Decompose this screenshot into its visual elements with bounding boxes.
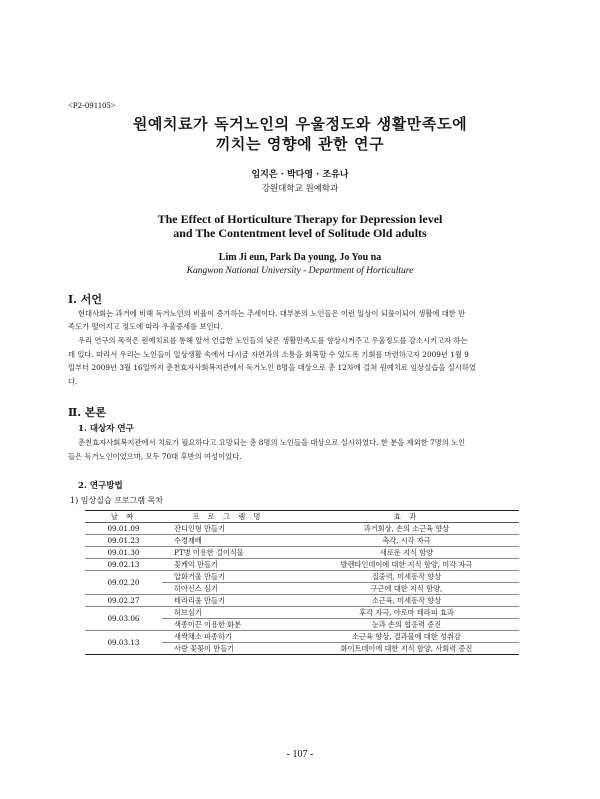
subsection-1-heading: 1. 대상자 연구 <box>78 424 134 434</box>
table-cell-program: 색종이끈 이용한 화분 <box>162 619 294 631</box>
page-number: - 107 - <box>286 749 314 760</box>
table-row <box>85 559 519 571</box>
table-row <box>85 607 519 619</box>
table-cell-date: 09.01.30 <box>85 547 162 559</box>
subsection-1-text-line: 들은 독거노인이었으며, 모두 70대 후반의 여성이었다. <box>68 452 242 461</box>
table-cell-program: 허브심기 <box>162 607 294 619</box>
table-header-program: 프 로 그 램 명 <box>162 511 294 523</box>
table-cell-date: 09.03.06 <box>85 607 162 631</box>
table-cell-date: 09.01.09 <box>85 523 162 535</box>
table-header-row <box>85 511 519 523</box>
table-cell-effect: 새로운 지식 함양 <box>294 547 519 559</box>
korean-title-line-1: 원예치료가 독거노인의 우울정도와 생활만족도에 <box>132 115 468 133</box>
table-row <box>85 595 519 607</box>
table-cell-effect: 후각 자극, 아로마 테라피 효과 <box>294 607 519 619</box>
section-2-heading: Ⅱ. 본론 <box>68 406 107 419</box>
english-affiliation: Kangwon National University - Department of Horticulture <box>186 266 414 276</box>
table-row <box>85 535 519 547</box>
table-cell-date: 09.03.13 <box>85 631 162 655</box>
table-cell-program: 테라리움 만들기 <box>162 595 294 607</box>
section-1-heading: Ⅰ. 서언 <box>68 293 103 306</box>
table-cell-effect: 눈과 손의 협응력 증진 <box>294 619 519 631</box>
section-1-text-line: 우리 연구의 목적은 원예치료를 통해 앞서 언급한 노인들의 낮은 생활만족도를 향상시켜주고 우울정도를 감소시키고자 하는 <box>78 336 468 345</box>
korean-affiliation: 강원대학교 원예학과 <box>261 184 339 194</box>
table-cell-program: 사랑 꽃꽂이 만들기 <box>162 643 294 655</box>
table-cell-date: 09.01.23 <box>85 535 162 547</box>
table-cell-program: 수경재배 <box>162 535 294 547</box>
table-caption: 1) 임상실습 프로그램 목차 <box>70 496 164 505</box>
program-table <box>85 510 519 655</box>
table-cell-date: 09.02.13 <box>85 559 162 571</box>
table-row <box>85 523 519 535</box>
section-1-text-line: 족도가 떨어지고 정도에 따라 우울증세를 보인다. <box>68 322 223 331</box>
table-cell-effect: 촉각, 시각 자극 <box>294 535 519 547</box>
english-authors: Lim Ji eun, Park Da young, Jo You na <box>218 252 382 263</box>
section-1-text-line: 일부터 2009년 3월 16일까지 춘천효자사회복지관에서 독거노인 8명을 대상으로 총 12차에 걸쳐 원예치료 임상실습을 실시하였 <box>68 363 476 372</box>
table-cell-effect: 소근육 향상, 결과물에 대한 성취감 <box>294 631 519 643</box>
table-cell-effect: 발렌타인데이에 대한 지식 함양, 미각 자극 <box>294 559 519 571</box>
section-1-text-line: 데 있다. 따라서 우리는 노인들이 일상생활 속에서 다시금 자연과의 소통을 회복할 수 있도록 기회를 마련하고자 2009년 1월 9 <box>68 350 469 359</box>
table-cell-program: 꽃케익 만들기 <box>162 559 294 571</box>
subsection-2-heading: 2. 연구방법 <box>78 481 123 491</box>
english-title-line-2: and The Contentment level of Solitude Old adults <box>173 226 427 240</box>
korean-authors: 임지은 · 박다영 · 조유나 <box>251 170 349 180</box>
paper-code: <P2-091105> <box>68 100 116 110</box>
table-cell-date: 09.02.20 <box>85 571 162 595</box>
section-1-text-line: 현대사회는 과거에 비해 독거노인의 비율이 증가하는 추세이다. 대부분의 노인들은 이런 일상이 되풀이되어 생활에 대한 만 <box>78 309 466 318</box>
table-cell-effect: 소근육, 미세동작 향상 <box>294 595 519 607</box>
table-cell-program: 잔디인형 만들기 <box>162 523 294 535</box>
korean-title-line-2: 끼치는 영향에 관한 연구 <box>215 135 385 153</box>
table-cell-effect: 화이트데이에 대한 지식 함양, 사회력 증진 <box>294 643 519 655</box>
table-cell-program: 히아신스 심기 <box>162 583 294 595</box>
table-cell-program: 새싹채소 파종하기 <box>162 631 294 643</box>
table-cell-program: 압화거울 만들기 <box>162 571 294 583</box>
table-cell-effect: 과거회상, 손의 소근육 향상 <box>294 523 519 535</box>
table-cell-effect: 구근에 대한 지식 함양, <box>294 583 519 595</box>
table-header-date: 날 짜 <box>85 511 162 523</box>
table-cell-date: 09.02.27 <box>85 595 162 607</box>
table-row <box>85 571 519 583</box>
table-cell-effect: 집중력, 미세동작 향상 <box>294 571 519 583</box>
table-row <box>85 631 519 643</box>
table-header-effect: 효 과 <box>294 511 519 523</box>
section-1-text-line: 다. <box>68 377 78 386</box>
table-cell-program: PT병 이용한 걸이식물 <box>162 547 294 559</box>
table-row <box>85 547 519 559</box>
subsection-1-text-line: 춘천효자사회복지관에서 치료가 필요하다고 요망되는 총 8명의 노인들을 대상으로 실시하였다. 한 분을 제외한 7명의 노인 <box>78 438 466 447</box>
english-title-line-1: The Effect of Horticulture Therapy for Depression level <box>157 212 443 226</box>
